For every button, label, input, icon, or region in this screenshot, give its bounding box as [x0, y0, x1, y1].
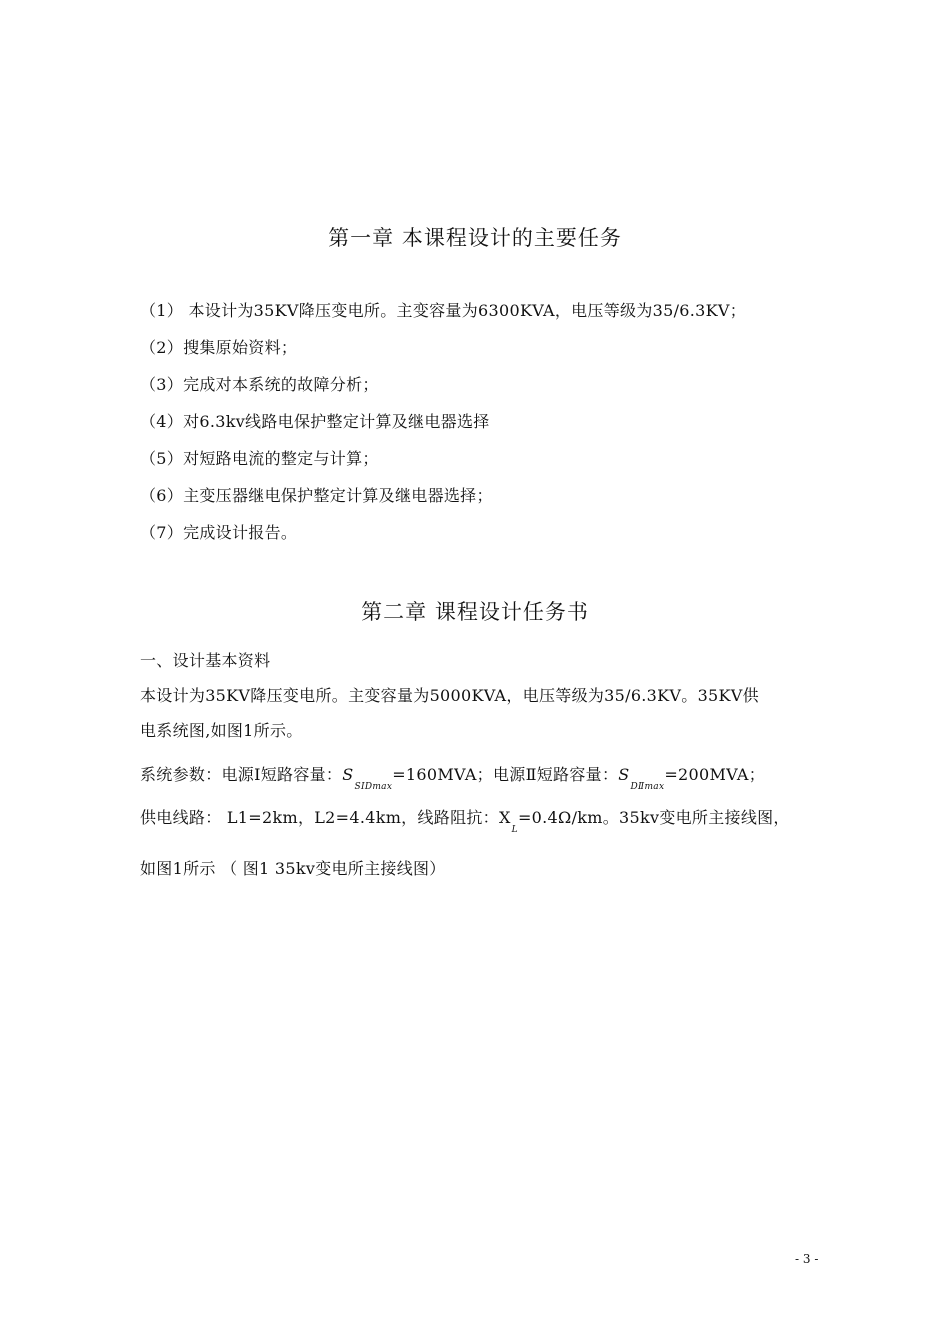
chapter1-item-2: （2）搜集原始资料； — [140, 338, 298, 357]
s1-value: =160MVA；电源Ⅱ短路容量： — [392, 765, 619, 784]
chapter1-item-1: （1） 本设计为35KV降压变电所。主变容量为6300KVA，电压等级为35/6.3KV； — [140, 301, 747, 320]
s2-symbol: S — [618, 765, 630, 784]
params-prefix: 系统参数：电源Ⅰ短路容量： — [140, 765, 343, 784]
paragraph-line-1: 本设计为35KV降压变电所。主变容量为5000KVA，电压等级为35/6.3KV。35KV供 — [140, 686, 759, 705]
system-params-line — [140, 762, 766, 792]
chapter2-title: 第二章 课程设计任务书 — [361, 600, 589, 624]
s1-symbol: S — [342, 765, 354, 784]
s2-value: =200MVA； — [664, 765, 766, 784]
x-subscript: L — [511, 825, 518, 835]
chapter1-item-5: （5）对短路电流的整定与计算； — [140, 449, 379, 468]
s1-subscript: SIDmax — [354, 782, 393, 792]
chapter1-title: 第一章 本课程设计的主要任务 — [328, 226, 622, 250]
lines-suffix: =0.4Ω/km。35kv变电所主接线图， — [517, 808, 790, 827]
chapter1-item-4: （4）对6.3kv线路电保护整定计算及继电器选择 — [140, 412, 490, 431]
supply-lines-line — [140, 805, 790, 835]
chapter1-item-7: （7）完成设计报告。 — [140, 523, 298, 542]
paragraph-line-2: 电系统图,如图1所示。 — [140, 721, 303, 740]
s2-subscript: DⅡmax — [630, 782, 665, 792]
section-heading: 一、设计基本资料 — [140, 651, 271, 670]
page-number: - 3 - — [795, 1252, 819, 1266]
lines-prefix: 供电线路： L1=2km，L2=4.4km，线路阻抗：X — [140, 808, 511, 827]
chapter1-item-3: （3）完成对本系统的故障分析； — [140, 375, 379, 394]
figure-reference-line: 如图1所示 （ 图1 35kv变电所主接线图） — [140, 859, 446, 878]
chapter1-item-6: （6）主变压器继电保护整定计算及继电器选择； — [140, 486, 493, 505]
